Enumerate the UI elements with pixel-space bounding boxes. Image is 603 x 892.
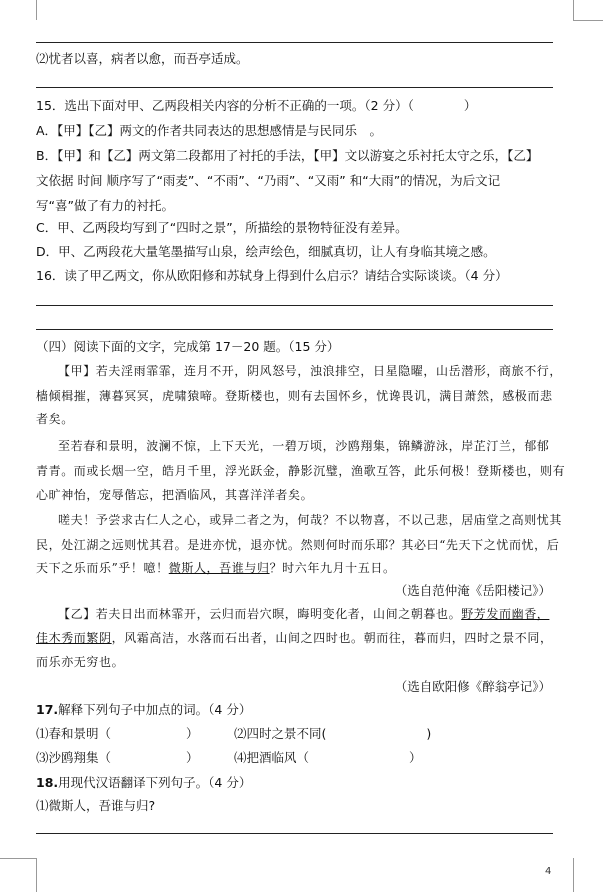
passage-jia-line: 至若春和景明，波澜不惊，上下天光，一碧万顷，沙鸥翔集，锦鳞游泳，岸芷汀兰，郁郁 [58, 439, 550, 453]
q18-item-1: ⑴微斯人，吾谁与归? [36, 798, 156, 813]
underlined-sentence: 微斯人，吾谁与归 [168, 561, 270, 575]
passage-jia-line-last [36, 560, 396, 576]
text-segment: 天下之乐而乐”乎！噫！ [36, 561, 169, 575]
answer-line [36, 87, 553, 88]
passage-jia-line: 心旷神怡，宠辱偕忘，把酒临风，其喜洋洋者矣。 [36, 488, 314, 502]
section4-heading: （四）阅读下面的文字，完成第 17－20 题。（15 分） [36, 339, 340, 354]
q16-stem: 16．读了甲乙两文，你从欧阳修和苏轼身上得到什么启示？请结合实际谈谈。（4 分） [36, 268, 508, 283]
text-segment: ？时六年九月十五日。 [269, 561, 396, 575]
q15-option-a: A．【甲】【乙】两文的作者共同表达的思想感情是与民同乐 。 [36, 123, 383, 138]
crop-mark-bottom-right [573, 858, 574, 892]
answer-line [36, 305, 553, 306]
source-jia: （选自范仲淹《岳阳楼记》） [394, 583, 551, 598]
answer-line [36, 42, 553, 43]
answer-line [36, 833, 553, 834]
q17-stem [36, 702, 251, 718]
page-number: 4 [545, 866, 552, 877]
q15-option-d: D．甲、乙两段花大量笔墨描写山泉，绘声绘色，细腻真切，让人有身临其境之感。 [36, 244, 496, 259]
crop-mark-bottom-left-h [0, 858, 36, 859]
passage-jia-line: 民，处江湖之远则忧其君。是进亦忧，退亦忧。然则何时而乐耶？其必曰“先天下之忧而忧，后 [36, 538, 560, 552]
passage-jia-line: 青青。而或长烟一空，皓月千里，浮光跃金，静影沉璧，渔歌互答，此乐何极！登斯楼也，则有 [36, 464, 566, 478]
crop-mark-bottom-left [36, 858, 37, 892]
underlined-sentence: 野芳发而幽香， [461, 607, 550, 621]
q17-item-1: ⑴春和景明（ ） [36, 726, 199, 741]
q15-stem: 15．选出下面对甲、乙两段相关内容的分析不正确的一项。（2 分）（ ） [36, 98, 477, 113]
q15-option-b-line3: 写“喜”做了有力的衬托。 [36, 198, 174, 213]
passage-jia-line: 嗟夫！予尝求古仁人之心，或异二者之为，何哉？不以物喜，不以己悲，居庙堂之高则忧其 [58, 513, 563, 527]
passage-yi-line [36, 630, 553, 646]
passage-jia-line: 者矣。 [36, 412, 74, 426]
q15-option-c: C．甲、乙两段均写到了“四时之景”，所描绘的景物特征没有差异。 [36, 220, 408, 235]
crop-mark-top-right-h [573, 20, 603, 21]
q15-option-b-line2: 文依据 时间 顺序写了“雨麦”、“不雨”、“乃雨”、“又雨” 和“大雨”的情况，为后文记 [36, 173, 501, 188]
passage-jia-line: 【甲】若夫淫雨霏霏，连月不开，阴风怒号，浊浪排空，日星隐曜，山岳潜形，商旅不行， [58, 364, 563, 378]
q14-item-2: ⑵忧者以喜，病者以愈，而吾亭适成。 [36, 51, 249, 66]
q17-item-3: ⑶沙鸥翔集（ ） [36, 750, 199, 765]
underlined-sentence: 佳木秀而繁阴 [36, 631, 112, 645]
question-text: 解释下列句子中加点的词。（4 分） [58, 702, 252, 717]
q15-option-b-line1: B．【甲】和【乙】两文第二段都用了衬托的手法，【甲】文以游宴之乐衬托太守之乐，【乙】 [36, 148, 539, 163]
answer-line [36, 329, 553, 330]
text-segment: ，风霜高洁，水落而石出者，山间之四时也。朝而往，暮而归，四时之景不同， [111, 631, 553, 645]
q17-item-4: ⑷把酒临风（ ） [234, 750, 422, 765]
crop-mark-top-right [573, 0, 574, 20]
passage-yi-line [58, 606, 549, 622]
question-number: 18. [36, 775, 59, 790]
question-text: 用现代汉语翻译下列句子。（4 分） [58, 775, 252, 790]
text-segment: 【乙】若夫日出而林霏开，云归而岩穴暝，晦明变化者，山间之朝暮也。 [58, 607, 462, 621]
q18-stem [36, 775, 251, 791]
passage-yi-line: 而乐亦无穷也。 [36, 655, 125, 669]
question-number: 17. [36, 702, 59, 717]
passage-jia-line: 樯倾楫摧，薄暮冥冥，虎啸猿啼。登斯楼也，则有去国怀乡，忧谗畏讥，满目萧然，感极而悲 [36, 389, 553, 403]
source-yi: （选自欧阳修《醉翁亭记》） [394, 679, 551, 694]
q17-item-2: ⑵四时之景不同( ) [234, 726, 432, 741]
crop-mark-top-left [36, 0, 37, 20]
